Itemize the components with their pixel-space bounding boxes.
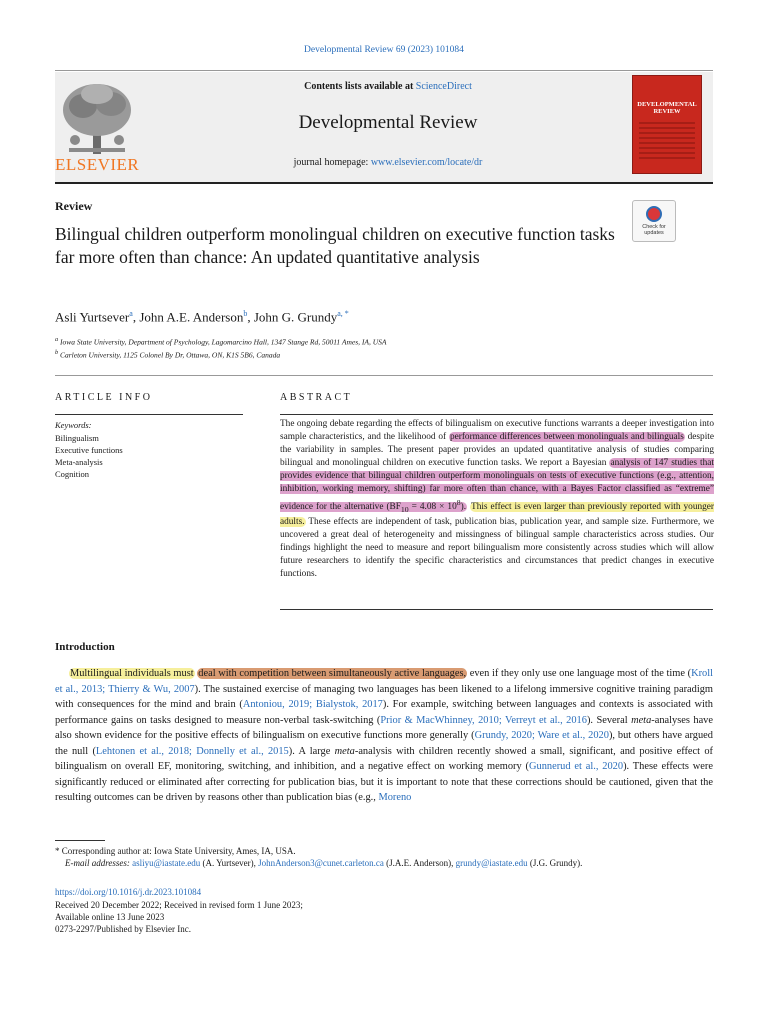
introduction-heading: Introduction xyxy=(55,641,115,653)
abstract-rule xyxy=(280,414,713,415)
citation-link[interactable]: Prior & MacWhinney, 2010; Verreyt et al., 2016 xyxy=(380,714,587,726)
highlight-orange[interactable]: deal with competition between simultaneously active languages, xyxy=(198,668,467,679)
email-link[interactable]: asliyu@iastate.edu xyxy=(132,858,201,868)
check-for-updates-label: Check for updates xyxy=(642,224,666,236)
journal-homepage-link[interactable]: www.elsevier.com/locate/dr xyxy=(370,157,483,168)
contents-prefix: Contents lists available at xyxy=(304,81,416,92)
available-date: Available online 13 June 2023 xyxy=(55,912,165,922)
cover-title: DEVELOPMENTAL REVIEW xyxy=(637,101,697,115)
affiliation-a-text: Iowa State University, Department of Psychology, Lagomarcino Hall, 1347 Stange Rd, 50011 Ames, IA, USA xyxy=(60,337,387,347)
highlight-pink[interactable]: analysis of 147 studies that provides evidence that bilingual children outperform monolinguals on tests of executive functions (e.g., attention, inhibition, working memory, shifting) far more often than chance, with a Bayes Factor classified as “extreme” evidence for the alternative $(BF_{10} = 4.08 \times 10^8)$. xyxy=(280,458,714,515)
abstract-bottom-rule xyxy=(280,609,713,610)
contents-line xyxy=(150,81,626,92)
citation-link[interactable]: Moreno xyxy=(378,792,412,803)
footnote-rule xyxy=(55,840,105,841)
email-link[interactable]: JohnAnderson3@cunet.carleton.ca xyxy=(258,858,384,868)
abstract-text: The ongoing debate regarding the effects of bilingualism on executive functions warrants a deeper investigation into sample characteristics, and the likelihood of performance differences between monolinguals and bilinguals despite the variability in samples. The present paper provides an updated quantitative analysis of studies comparing bilingual and monolingual children on executive function tasks. We report a Bayesian analysis of 147 studies that provides evidence that bilingual children outperform monolinguals on tests of executive functions (e.g., attention, inhibition, working memory, shifting) far more often than chance, with a Bayes Factor classified as “extreme” evidence for the alternative $(BF_{10} = 4.08 \times 10^8)$. This effect is even larger than previously reported with younger adults. These effects are independent of task, publication bias, publication year, and sample size. Furthermore, we uncovered a great deal of heterogeneity and missingness of bilingual sample characteristics across studies. Our findings highlight the need to measure and report bilingualism more consistently across studies which will allow future researchers to identify the specific characteristics and circumstances that predict changes in executive functions. xyxy=(280,419,714,580)
email-addresses: E-mail addresses: asliyu@iastate.edu (A. Yurtsever), JohnAnderson3@cunet.carleton.ca (J.A.E. Anderson), grundy@iastate.edu (J.G. Grundy). xyxy=(65,858,583,868)
elsevier-wordmark: ELSEVIER xyxy=(55,155,140,174)
citation-link[interactable]: Grundy, 2020; Ware et al., 2020 xyxy=(474,730,609,741)
cover-text-lines xyxy=(639,122,695,162)
citation-link[interactable]: Lehtonen et al., 2018; Donnelly et al., 2015 xyxy=(95,745,289,757)
citation-link[interactable]: Antoniou, 2019; Bialystok, 2017 xyxy=(242,699,383,710)
bookmark-icon xyxy=(646,206,662,222)
journal-homepage-line xyxy=(150,157,626,168)
highlight-yellow[interactable]: Multilingual individuals must xyxy=(70,668,194,679)
affiliation-b: $^b$ Carleton University, 1125 Colonel By Dr, Ottawa, ON, K1S 5B6, Canada xyxy=(55,349,281,360)
introduction-paragraph: Multilingual individuals must deal with competition between simultaneously active languages, even if they only use one language most of the time (Kroll et al., 2013; Thierry & Wu, 2007). The sustained exercise of managing two languages has been likened to a lifelong immersive cognitive training paradigm with consequences for the mind and brain (Antoniou, 2019; Bialystok, 2017). For example, switching between languages and contexts is associated with performance gains on tasks designed to measure non-verbal task-switching (Prior & MacWhinney, 2010; Verreyt et al., 2016). Several meta-analyses have also shown evidence for the positive effects of bilingualism on executive functions more generally (Grundy, 2020; Ware et al., 2020), but others have argued the null (Lehtonen et al., 2018; Donnelly et al., 2015). A large meta-analysis with children recently showed a small, significant, and positive effect of bilingualism on overall EF, monitoring, switching, and inhibition, and a negative effect on working memory (Gunnerud et al., 2020). These effects were significantly reduced or eliminated after correcting for publication bias, but it is important to note that these corrections should be cautioned, given that the resulting outcomes can be driven by reasons other than publication bias (e.g., Moreno xyxy=(55,668,714,803)
email-link[interactable]: grundy@iastate.edu xyxy=(455,858,528,868)
article-info-rule xyxy=(55,414,243,415)
article-type: Review xyxy=(55,199,93,213)
issn-line: 0273-2297/Published by Elsevier Inc. xyxy=(55,924,191,934)
email-label: E-mail addresses: xyxy=(65,858,130,868)
citation-link[interactable]: Kroll et al., 2013; Thierry & Wu, 2007 xyxy=(55,668,713,695)
author-name[interactable]: Asli Yurtsever xyxy=(55,309,130,325)
affiliation-a: $^a$ Iowa State University, Department of Psychology, Lagomarcino Hall, 1347 Stange Rd, 50011 Ames, IA, USA xyxy=(55,336,387,347)
keyword: Meta-analysis xyxy=(55,457,103,467)
author-list: Asli Yurtsever$^a$, John A.E. Anderson$^b$, John G. Grundy$^{a, *}$ xyxy=(55,309,349,325)
abstract-heading: ABSTRACT xyxy=(280,392,353,403)
doi-link[interactable]: https://doi.org/10.1016/j.dr.2023.101084 xyxy=(55,887,202,897)
keyword: Bilingualism xyxy=(55,433,99,443)
author-name[interactable]: John A.E. Anderson xyxy=(139,309,244,325)
keywords-label: Keywords: xyxy=(55,420,92,430)
keywords-list xyxy=(55,432,123,480)
author-name[interactable]: John G. Grundy xyxy=(253,309,338,325)
received-dates: Received 20 December 2022; Received in revised form 1 June 2023; xyxy=(55,900,303,910)
check-for-updates-button[interactable] xyxy=(632,200,676,242)
author-affiliation-mark[interactable]: a, * xyxy=(337,309,349,318)
journal-reference[interactable]: Developmental Review 69 (2023) 101084 xyxy=(304,45,464,55)
keyword: Cognition xyxy=(55,469,90,479)
journal-title: Developmental Review xyxy=(298,112,478,133)
article-title: Bilingual children outperform monolingual children on executive function tasks far more often than chance: An updated quantitative analysis xyxy=(55,224,615,267)
sciencedirect-link[interactable]: ScienceDirect xyxy=(415,81,472,92)
section-divider xyxy=(55,375,713,376)
author-affiliation-mark[interactable]: b xyxy=(243,309,248,318)
corresponding-author-note: * Corresponding author at: Iowa State University, Ames, IA, USA. xyxy=(55,846,296,856)
author-affiliation-mark[interactable]: a xyxy=(129,309,133,318)
homepage-prefix: journal homepage: xyxy=(293,157,371,168)
keyword: Executive functions xyxy=(55,445,123,455)
citation-link[interactable]: Gunnerud et al., 2020 xyxy=(529,761,624,772)
header-top-rule xyxy=(55,70,713,71)
highlight-yellow[interactable]: This effect is even larger than previously reported with younger adults. xyxy=(280,502,714,528)
affiliation-b-text: Carleton University, 1125 Colonel By Dr, Ottawa, ON, K1S 5B6, Canada xyxy=(60,350,281,360)
highlight-pink[interactable]: performance differences between monolinguals and bilinguals xyxy=(449,432,684,443)
article-info-heading: ARTICLE INFO xyxy=(55,392,153,403)
journal-cover-thumbnail[interactable] xyxy=(632,75,702,174)
